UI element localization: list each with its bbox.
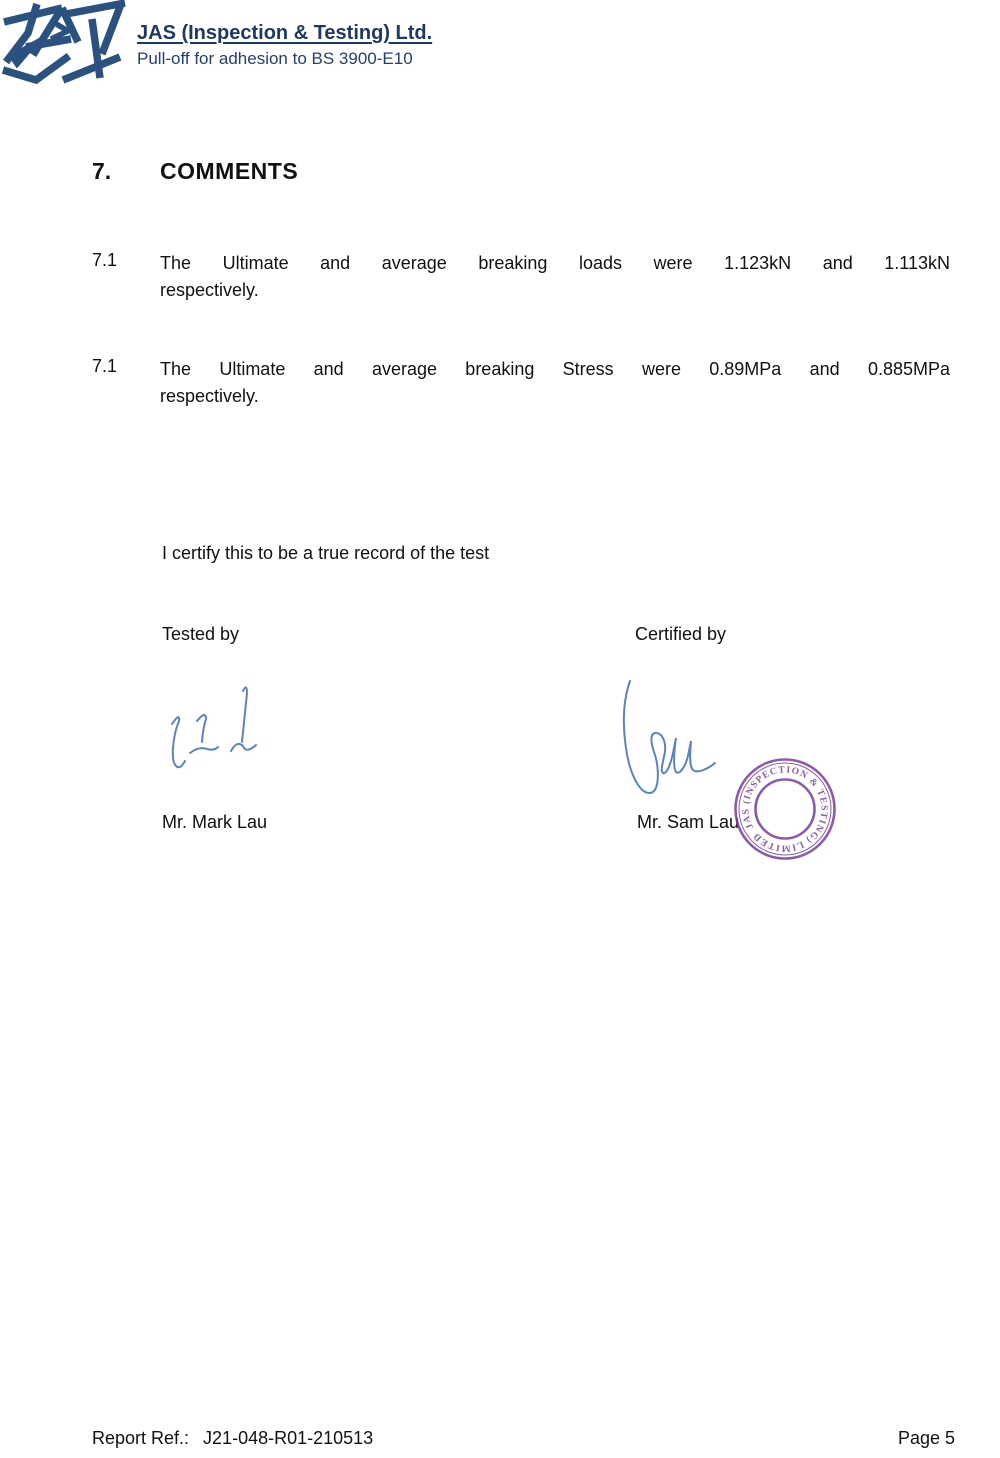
- stamp-text: JAS (INSPECTION & TESTING) LIMITED: [740, 764, 830, 854]
- tested-by-label: Tested by: [162, 624, 240, 644]
- comment-line: respectively.: [160, 280, 259, 300]
- comment-number: 7.1: [92, 250, 118, 270]
- svg-text:JAS (INSPECTION & TESTING) LIM: [740, 764, 829, 853]
- tested-by-signature: [150, 680, 275, 775]
- comment-text: [160, 250, 950, 304]
- section-number: 7.: [92, 158, 112, 184]
- section-title: COMMENTS: [160, 158, 299, 184]
- comment-line: The Ultimate and average breaking Stress were 0.89MPa and 0.885MPa: [160, 359, 950, 379]
- certified-by-label: Certified by: [635, 624, 727, 644]
- certified-by-signature: [612, 668, 732, 813]
- comment-number: 7.1: [92, 356, 118, 376]
- company-stamp-icon: [733, 757, 837, 861]
- comment-line: respectively.: [160, 386, 259, 406]
- header: [137, 22, 432, 69]
- header-subtitle: Pull-off for adhesion to BS 3900-E10: [137, 49, 413, 68]
- jas-logo-icon: [0, 0, 130, 90]
- footer: [92, 1428, 955, 1449]
- report-ref: [92, 1428, 373, 1449]
- company-name: JAS (Inspection & Testing) Ltd.: [137, 22, 433, 44]
- certify-statement: I certify this to be a true record of the test: [162, 543, 490, 563]
- certified-by-name: Mr. Sam Lau: [637, 812, 740, 832]
- page-number: Page 5: [897, 1428, 955, 1448]
- tested-by-name: Mr. Mark Lau: [162, 812, 268, 832]
- report-ref-label: Report Ref.:: [92, 1428, 190, 1448]
- comment-text: [160, 356, 950, 410]
- report-ref-value: J21-048-R01-210513: [203, 1428, 374, 1448]
- comment-line: The Ultimate and average breaking loads were 1.123kN and 1.113kN: [160, 253, 950, 273]
